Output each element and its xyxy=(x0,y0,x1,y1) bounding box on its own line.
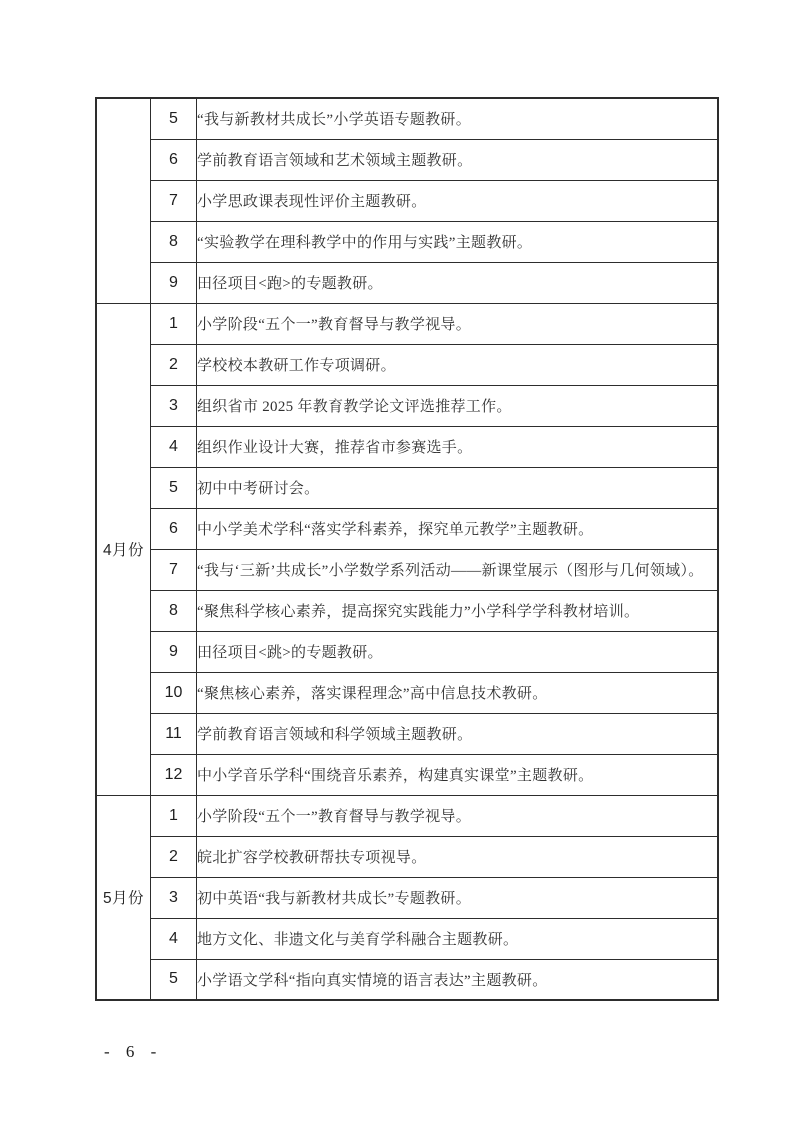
row-content: 初中英语“我与新教材共成长”专题教研。 xyxy=(197,877,719,918)
row-content: 学校校本教研工作专项调研。 xyxy=(197,344,719,385)
row-number: 9 xyxy=(151,631,197,672)
row-number: 7 xyxy=(151,180,197,221)
table-row xyxy=(96,918,718,959)
row-content: 地方文化、非遗文化与美育学科融合主题教研。 xyxy=(197,918,719,959)
table-row xyxy=(96,221,718,262)
table-row xyxy=(96,549,718,590)
schedule-table-body xyxy=(96,98,718,1000)
row-content: 田径项目<跑>的专题教研。 xyxy=(197,262,719,303)
row-content: “我与‘三新’共成长”小学数学系列活动——新课堂展示（图形与几何领域）。 xyxy=(197,549,719,590)
row-number: 2 xyxy=(151,836,197,877)
row-number: 5 xyxy=(151,467,197,508)
row-content: 学前教育语言领域和科学领域主题教研。 xyxy=(197,713,719,754)
table-row xyxy=(96,508,718,549)
row-number: 3 xyxy=(151,877,197,918)
row-number: 4 xyxy=(151,918,197,959)
row-number: 6 xyxy=(151,139,197,180)
table-row xyxy=(96,262,718,303)
row-number: 4 xyxy=(151,426,197,467)
month-label-cell: 5月份 xyxy=(96,795,151,1000)
row-number: 12 xyxy=(151,754,197,795)
table-row xyxy=(96,590,718,631)
month-label-cell: 4月份 xyxy=(96,303,151,795)
row-number: 3 xyxy=(151,385,197,426)
row-content: 田径项目<跳>的专题教研。 xyxy=(197,631,719,672)
table-row xyxy=(96,303,718,344)
row-number: 5 xyxy=(151,959,197,1000)
table-row xyxy=(96,631,718,672)
row-content: 皖北扩容学校教研帮扶专项视导。 xyxy=(197,836,719,877)
row-number: 2 xyxy=(151,344,197,385)
row-content: “实验教学在理科教学中的作用与实践”主题教研。 xyxy=(197,221,719,262)
table-row xyxy=(96,836,718,877)
table-row xyxy=(96,877,718,918)
row-number: 1 xyxy=(151,795,197,836)
row-content: 初中中考研讨会。 xyxy=(197,467,719,508)
table-row xyxy=(96,754,718,795)
row-number: 5 xyxy=(151,98,197,139)
row-number: 6 xyxy=(151,508,197,549)
monthly-schedule-table xyxy=(95,97,719,1001)
table-row xyxy=(96,180,718,221)
row-number: 1 xyxy=(151,303,197,344)
table-row xyxy=(96,467,718,508)
month-label-cell xyxy=(96,98,151,303)
row-content: 小学思政课表现性评价主题教研。 xyxy=(197,180,719,221)
row-content: 小学阶段“五个一”教育督导与教学视导。 xyxy=(197,795,719,836)
table-row xyxy=(96,98,718,139)
table-row xyxy=(96,672,718,713)
row-number: 8 xyxy=(151,221,197,262)
table-row xyxy=(96,795,718,836)
row-number: 11 xyxy=(151,713,197,754)
row-number: 8 xyxy=(151,590,197,631)
page-number: - 6 - xyxy=(104,1042,163,1061)
table-row xyxy=(96,344,718,385)
row-content: “我与新教材共成长”小学英语专题教研。 xyxy=(197,98,719,139)
row-number: 9 xyxy=(151,262,197,303)
table-row xyxy=(96,139,718,180)
table-row xyxy=(96,959,718,1000)
table-row xyxy=(96,385,718,426)
row-content: 小学语文学科“指向真实情境的语言表达”主题教研。 xyxy=(197,959,719,1000)
table-row xyxy=(96,713,718,754)
row-number: 10 xyxy=(151,672,197,713)
row-content: 小学阶段“五个一”教育督导与教学视导。 xyxy=(197,303,719,344)
row-number: 7 xyxy=(151,549,197,590)
row-content: “聚焦核心素养，落实课程理念”高中信息技术教研。 xyxy=(197,672,719,713)
row-content: 组织作业设计大赛，推荐省市参赛选手。 xyxy=(197,426,719,467)
row-content: 中小学美术学科“落实学科素养，探究单元教学”主题教研。 xyxy=(197,508,719,549)
row-content: “聚焦科学核心素养，提高探究实践能力”小学科学学科教材培训。 xyxy=(197,590,719,631)
table-row xyxy=(96,426,718,467)
row-content: 学前教育语言领域和艺术领域主题教研。 xyxy=(197,139,719,180)
row-content: 组织省市 2025 年教育教学论文评选推荐工作。 xyxy=(197,385,719,426)
row-content: 中小学音乐学科“围绕音乐素养，构建真实课堂”主题教研。 xyxy=(197,754,719,795)
